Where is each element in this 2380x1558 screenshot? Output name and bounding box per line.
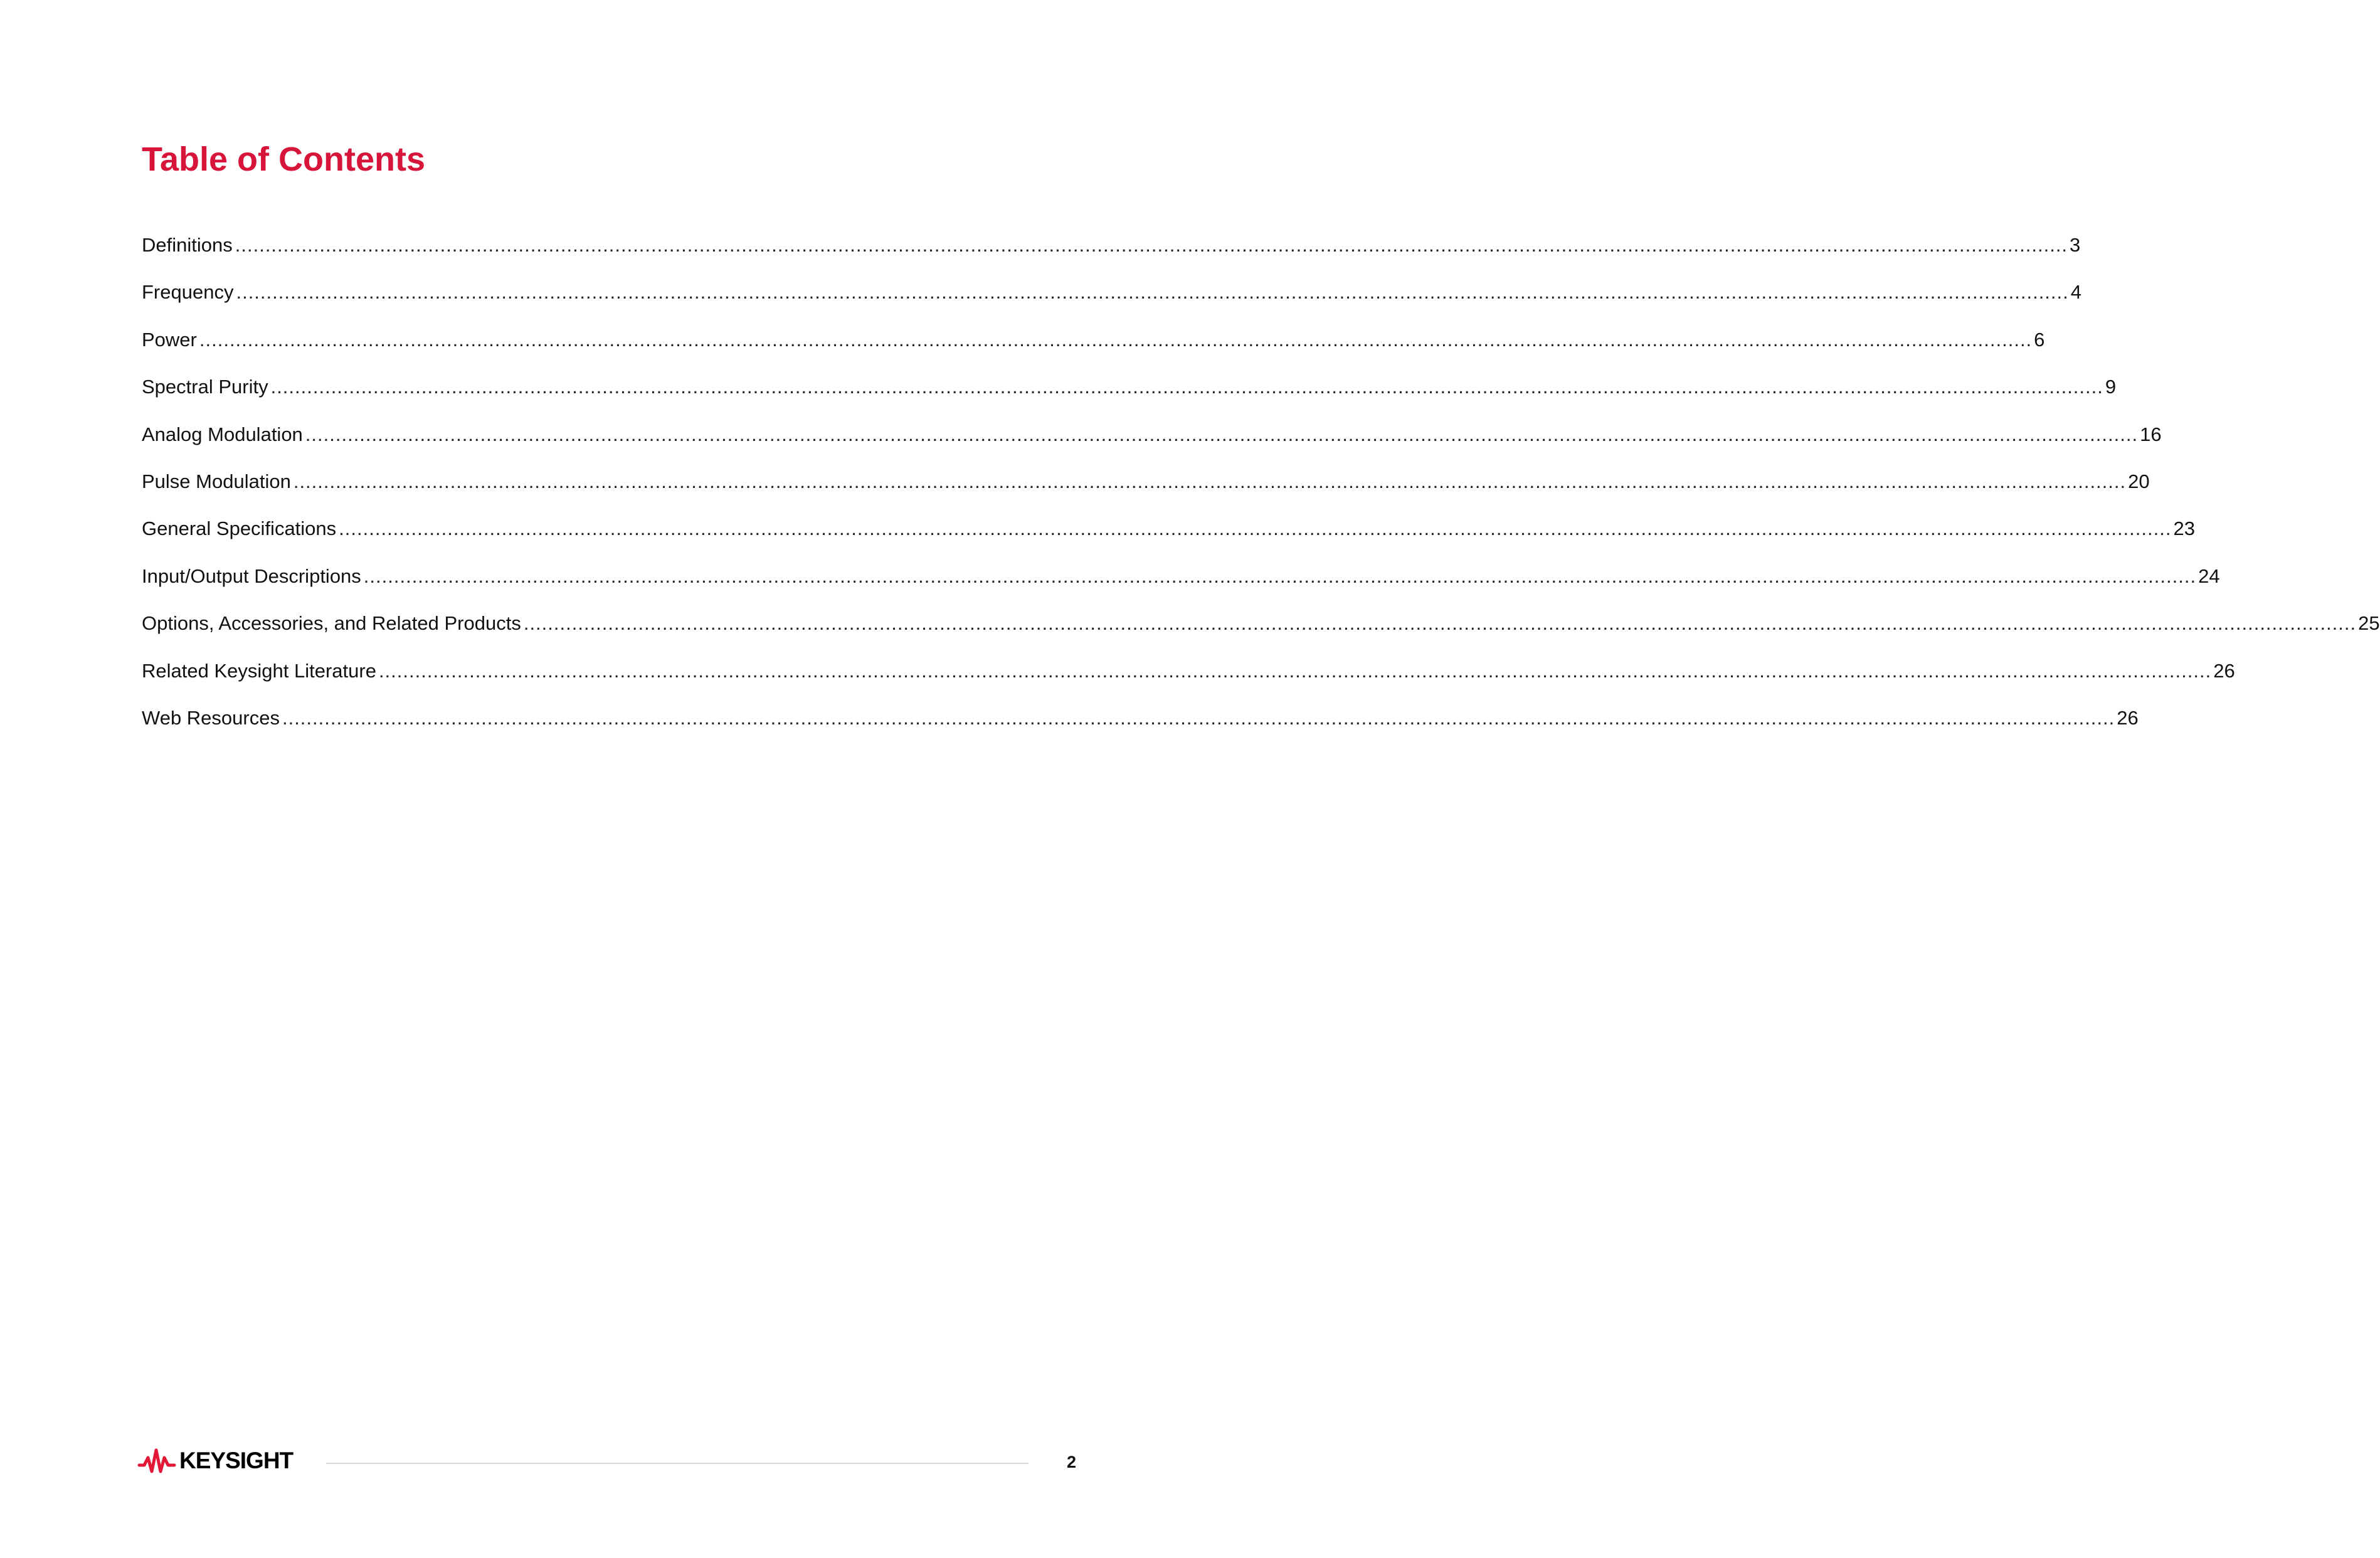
toc-dot-leader: ................................................................................................................................................................................................................................................................................................................ bbox=[305, 423, 2139, 445]
toc-entry-page: 20 bbox=[2128, 470, 2150, 492]
toc-entry-label: Pulse Modulation bbox=[142, 470, 291, 492]
toc-entry-label: Options, Accessories, and Related Products bbox=[142, 612, 521, 635]
toc-dot-leader: ................................................................................................................................................................................................................................................................................................................ bbox=[523, 612, 2357, 635]
toc-entry-page: 3 bbox=[2070, 234, 2081, 256]
page-title: Table of Contents bbox=[142, 140, 425, 178]
toc-entry-web-resources[interactable] bbox=[142, 706, 2139, 755]
toc-entry-definitions[interactable] bbox=[142, 234, 2081, 282]
footer-divider bbox=[326, 1463, 1029, 1464]
toc-entry-input-output-descriptions[interactable] bbox=[142, 564, 2220, 613]
toc-entry-related-literature[interactable] bbox=[142, 659, 2235, 708]
toc-entry-label: Web Resources bbox=[142, 706, 280, 729]
toc-dot-leader: ................................................................................................................................................................................................................................................................................................................ bbox=[235, 234, 2068, 256]
table-of-contents bbox=[142, 234, 2380, 755]
toc-entry-options-accessories[interactable] bbox=[142, 612, 2380, 660]
toc-entry-label: Definitions bbox=[142, 234, 233, 256]
toc-entry-label: Spectral Purity bbox=[142, 376, 268, 398]
toc-entry-page: 24 bbox=[2198, 564, 2220, 587]
toc-entry-label: Analog Modulation bbox=[142, 423, 303, 445]
keysight-logo bbox=[138, 1446, 293, 1475]
toc-entry-page: 25 bbox=[2358, 612, 2380, 635]
toc-dot-leader: ................................................................................................................................................................................................................................................................................................................ bbox=[282, 706, 2115, 729]
toc-entry-label: Power bbox=[142, 328, 197, 351]
toc-entry-page: 16 bbox=[2140, 423, 2162, 445]
toc-entry-page: 26 bbox=[2213, 659, 2235, 682]
keysight-wave-icon bbox=[138, 1446, 176, 1475]
toc-dot-leader: ................................................................................................................................................................................................................................................................................................................ bbox=[270, 376, 2103, 398]
toc-dot-leader: ................................................................................................................................................................................................................................................................................................................ bbox=[339, 517, 2172, 540]
toc-entry-label: General Specifications bbox=[142, 517, 337, 540]
toc-entry-page: 4 bbox=[2070, 281, 2082, 304]
toc-entry-page: 26 bbox=[2117, 706, 2139, 729]
toc-dot-leader: ................................................................................................................................................................................................................................................................................................................ bbox=[199, 328, 2033, 351]
toc-dot-leader: ................................................................................................................................................................................................................................................................................................................ bbox=[236, 281, 2069, 304]
toc-entry-analog-modulation[interactable] bbox=[142, 423, 2162, 472]
toc-dot-leader: ................................................................................................................................................................................................................................................................................................................ bbox=[378, 659, 2212, 682]
logo-wordmark: KEYSIGHT bbox=[179, 1448, 294, 1473]
toc-entry-page: 6 bbox=[2034, 328, 2045, 351]
toc-entry-page: 23 bbox=[2173, 517, 2195, 540]
toc-entry-label: Input/Output Descriptions bbox=[142, 564, 361, 587]
toc-entry-spectral-purity[interactable] bbox=[142, 376, 2117, 424]
toc-entry-label: Frequency bbox=[142, 281, 234, 304]
page-number: 2 bbox=[1066, 1453, 1076, 1471]
toc-dot-leader: ................................................................................................................................................................................................................................................................................................................ bbox=[363, 564, 2197, 587]
toc-entry-page: 9 bbox=[2105, 376, 2117, 398]
toc-entry-pulse-modulation[interactable] bbox=[142, 470, 2150, 519]
toc-dot-leader: ................................................................................................................................................................................................................................................................................................................ bbox=[293, 470, 2127, 492]
toc-entry-power[interactable] bbox=[142, 328, 2045, 377]
toc-entry-general-specifications[interactable] bbox=[142, 517, 2195, 566]
toc-entry-frequency[interactable] bbox=[142, 281, 2082, 329]
toc-entry-label: Related Keysight Literature bbox=[142, 659, 376, 682]
